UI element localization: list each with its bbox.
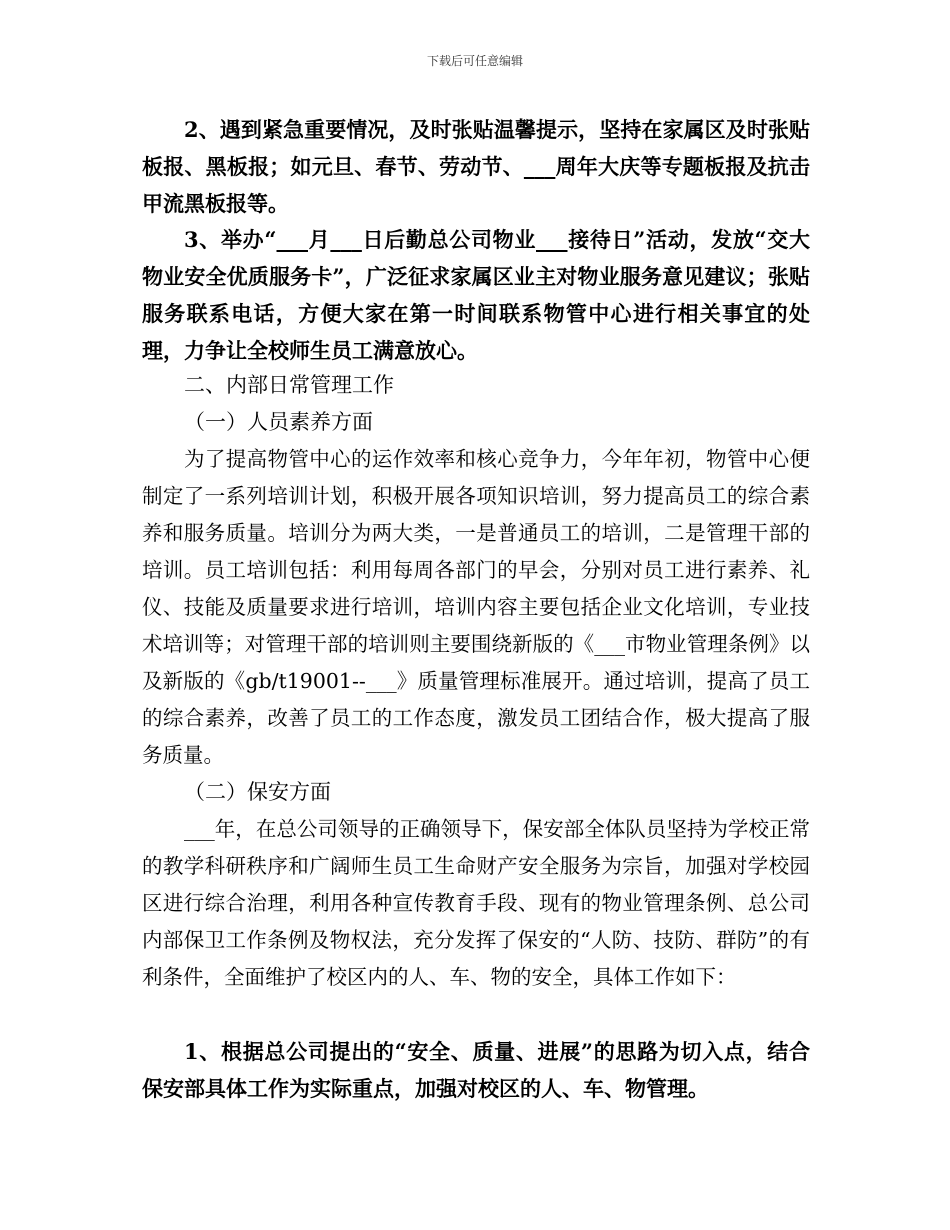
subsection-heading-2: （二）保安方面 xyxy=(184,780,331,804)
section-heading-2: 二、内部日常管理工作 xyxy=(184,373,394,397)
paragraph-3: 为了提高物管中心的运作效率和核心竞争力，今年年初，物管中心便制定了一系列培训计划，积极开展各项知识培训，努力提高员工的综合素养和服务质量。培训分为两大类，一是普通员工的培训，二是管理干部的培训。员工培训包括：利用每周各部门的早会，分别对员工进行素养、礼仪、技能及质量要求进行培训，培训内容主要包括企业文化培训，专业技术培训等；对管理干部的培训则主要围绕新版的《___市物业管理条例》以及新版的《gb/t19001--___》质量管理标准展开。通过培训，提高了员工的综合素养，改善了员工的工作态度，激发员工团结合作，极大提高了服务质量。 xyxy=(142,447,810,767)
paragraph-5: 1、根据总公司提出的“安全、质量、进展”的思路为切入点，结合保安部具体工作为实际重点，加强对校区的人、车、物管理。 xyxy=(142,1039,810,1101)
page-header: 下载后可任意编辑 xyxy=(426,54,523,68)
paragraph-2: 3、举办“___月___日后勤总公司物业___接待日”活动，发放“交大物业安全优质服务卡”，广泛征求家属区业主对物业服务意见建议；张贴服务联系电话，方便大家在第一时间联系物管中心进行相关事宜的处理，力争让全校师生员工满意放心。 xyxy=(142,227,810,363)
paragraph-1: 2、遇到紧急重要情况，及时张贴温馨提示，坚持在家属区及时张贴板报、黑板报；如元旦、春节、劳动节、___周年大庆等专题板报及抗击甲流黑板报等。 xyxy=(142,117,810,216)
subsection-heading-1: （一）人员素养方面 xyxy=(184,410,373,434)
paragraph-4: ___年，在总公司领导的正确领导下，保安部全体队员坚持为学校正常的教学科研秩序和广阔师生员工生命财产安全服务为宗旨，加强对学校园区进行综合治理，利用各种宣传教育手段、现有的物业管理条例、总公司内部保卫工作条例及物权法，充分发挥了保安的“人防、技防、群防”的有利条件，全面维护了校区内的人、车、物的安全，具体工作如下： xyxy=(142,817,810,989)
